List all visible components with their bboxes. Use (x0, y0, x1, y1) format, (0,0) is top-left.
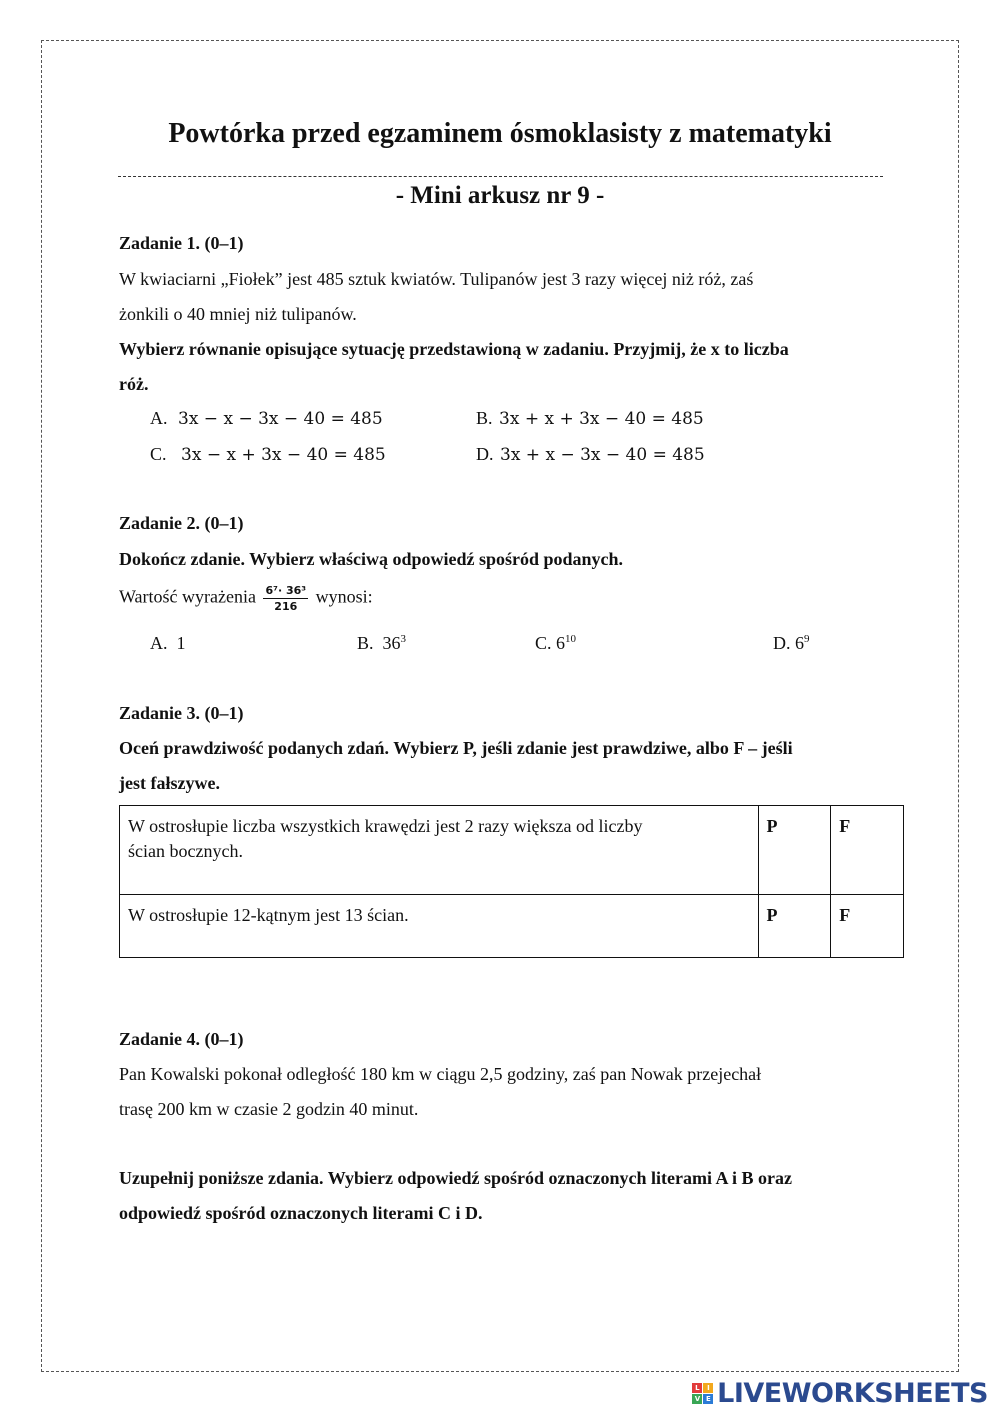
true-option-p[interactable]: P (758, 895, 831, 958)
fraction-denominator: 216 (274, 600, 298, 613)
task2-text-after: wynosi: (315, 586, 373, 607)
task3-instruction-line1: Oceń prawdziwość podanych zdań. Wybierz P, jeśli zdanie jest prawdziwe, albo F – jeśli (119, 738, 793, 758)
task4-instruction-line1: Uzupełnij poniższe zdania. Wybierz odpowiedź spośród oznaczonych literami A i B oraz (119, 1168, 792, 1188)
task2-fraction (263, 584, 308, 613)
task4-instruction-line2: odpowiedź spośród oznaczonych literami C i D. (119, 1203, 483, 1223)
task4-heading: Zadanie 4. (0–1) (119, 1029, 244, 1049)
option-letter: D. (476, 444, 494, 464)
task4-text-line2: trasę 200 km w czasie 2 godzin 40 minut. (119, 1099, 419, 1119)
task2-expression-line (119, 584, 373, 613)
task1-instruction-line2: róż. (119, 374, 149, 394)
option-equation: 3x − x + 3x − 40 = 485 (181, 445, 386, 465)
option-equation: 3x + x − 3x − 40 = 485 (500, 445, 705, 465)
statement-line: W ostrosłupie 12-kątnym jest 13 ścian. (128, 905, 409, 925)
logo-tile: V (692, 1394, 702, 1404)
task1-text-line1: W kwiaciarni „Fiołek” jest 485 sztuk kwiatów. Tulipanów jest 3 razy więcej niż róż, zaś (119, 269, 754, 289)
option-value: 36 (382, 633, 401, 653)
false-option-f[interactable]: F (831, 895, 904, 958)
logo-tile: I (703, 1383, 713, 1393)
liveworksheets-wordmark: LIVEWORKSHEETS (717, 1377, 988, 1409)
task1-option-d[interactable] (476, 444, 705, 465)
fraction-numerator: 6⁷· 36³ (265, 584, 307, 597)
task1-option-b[interactable] (476, 408, 704, 429)
task3-heading: Zadanie 3. (0–1) (119, 703, 244, 723)
page-subtitle: - Mini arkusz nr 9 - (395, 182, 605, 209)
statement-line: W ostrosłupie liczba wszystkich krawędzi jest 2 razy większa od liczby (128, 816, 643, 836)
liveworksheets-icon (692, 1383, 713, 1404)
task1-heading: Zadanie 1. (0–1) (119, 233, 244, 253)
task2-text-before: Wartość wyrażenia (119, 586, 256, 607)
option-exponent: 9 (804, 633, 810, 645)
task1-option-a[interactable] (150, 408, 383, 429)
task2-heading: Zadanie 2. (0–1) (119, 513, 244, 533)
option-value: 6 (556, 633, 566, 653)
false-option-f[interactable]: F (831, 806, 904, 895)
option-letter: C. (535, 633, 552, 653)
statement-line: ścian bocznych. (128, 841, 243, 861)
liveworksheets-logo (692, 1378, 988, 1408)
task1-instruction-line1: Wybierz równanie opisujące sytuację przedstawioną w zadaniu. Przyjmij, że x to liczba (119, 339, 789, 359)
task1-text-line2: żonkili o 40 mniej niż tulipanów. (119, 304, 357, 324)
option-exponent: 10 (565, 633, 577, 645)
task2-option-b[interactable] (357, 633, 406, 654)
option-letter: A. (150, 633, 168, 653)
task2-option-d[interactable] (773, 633, 810, 654)
task2-instruction: Dokończ zdanie. Wybierz właściwą odpowiedź spośród podanych. (119, 549, 624, 569)
option-letter: A. (150, 408, 168, 428)
option-equation: 3x − x − 3x − 40 = 485 (178, 409, 383, 429)
title-divider (118, 176, 883, 177)
task4-text-line1: Pan Kowalski pokonał odległość 180 km w ciągu 2,5 godziny, zaś pan Nowak przejechał (119, 1064, 762, 1084)
true-false-table (119, 805, 904, 958)
page-title: Powtórka przed egzaminem ósmoklasisty z matematyki (168, 118, 832, 149)
option-exponent: 3 (400, 633, 407, 645)
table-row (120, 806, 904, 895)
logo-tile: E (703, 1394, 713, 1404)
task1-option-c[interactable] (150, 444, 386, 465)
option-value: 1 (176, 633, 186, 653)
statement-cell (120, 895, 759, 958)
option-letter: C. (150, 444, 167, 464)
task2-option-a[interactable] (150, 633, 186, 654)
task2-option-c[interactable] (535, 633, 576, 654)
table-row (120, 895, 904, 958)
statement-cell (120, 806, 759, 895)
option-value: 6 (795, 633, 804, 653)
option-letter: B. (476, 408, 493, 428)
logo-tile: L (692, 1383, 702, 1393)
option-letter: B. (357, 633, 374, 653)
option-letter: D. (773, 633, 791, 653)
task3-instruction-line2: jest fałszywe. (119, 773, 220, 793)
true-option-p[interactable]: P (758, 806, 831, 895)
option-equation: 3x + x + 3x − 40 = 485 (499, 409, 704, 429)
